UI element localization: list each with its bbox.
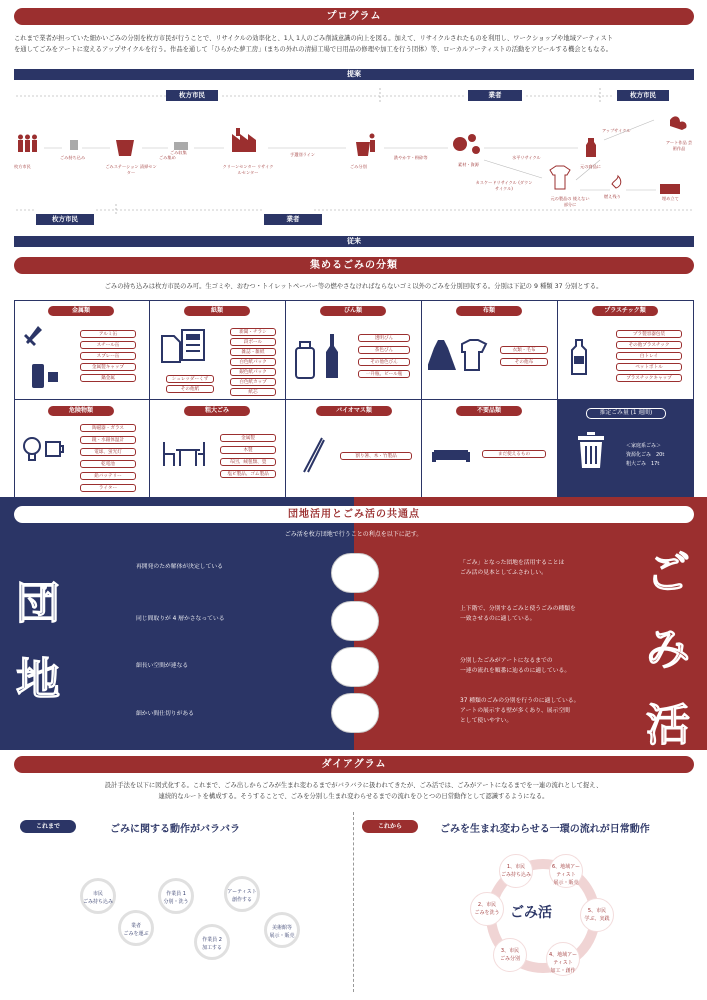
clothes-icon [428,336,488,376]
cycle-step-6 [549,854,583,888]
danchi-big-text: 団地 [16,578,60,705]
chip-bottle-3: 一升瓶、ビール瓶 [358,370,410,378]
node-worker2-act: 加工する [201,945,222,951]
danchi-point-1: 再開発のため解体が決定している [136,564,223,570]
gomikatsu-point-3-l2: 一連の流れを順番に辿るのに適している。 [460,668,571,674]
cycle-step-1-role: 1、市民 [506,864,526,870]
cat-bulky-title: 粗大ごみ [184,406,250,416]
cycle-step-3-role: 3、市民 [500,948,520,954]
stack-layers-icon [331,601,379,641]
node-museum-role: 美術館等 [271,925,292,931]
node-vendor [118,910,154,946]
cycle-center: ごみ活 [510,905,552,921]
node-citizen [80,878,116,914]
before-tag: これまで [20,820,76,833]
gomikatsu-big-text: ごみ活 [646,548,690,751]
flow-label-burn: 燃え残り [604,194,621,199]
cat-biomass-title: バイオマス類 [316,406,392,416]
cycle-step-5-role: 5、市民 [587,908,607,914]
program-text-1: これまで業者が担っていた細かいごみの分別を枚方市民が行うことで、リサイクルの効率化と、1人 1人のごみ削減意識の向上を図る。加えて、リサイクルされたものを利用し、ワークショップや地域アーティスト [14,35,614,42]
flow-label-horizontal: 水平リサイクル [512,155,541,160]
cat-bottle-title: びん類 [320,306,386,316]
cycle-step-2-act: ごみを洗う [474,910,500,916]
flow-label-unused: 元の製品の 使えない部分に [550,196,590,207]
cycle-step-4-act: 加工・創作 [550,968,576,974]
common-sub: ごみ活を枚方団地で行うことの利点を以下に記す。 [284,531,423,538]
cat-unwanted [422,400,558,498]
cycle-step-1-act: ごみ持ち込み [500,872,531,878]
tag-citizen-bottom: 枚方市民 [36,214,94,225]
flow-label-crush: 鉄やかす・粉砕等 [394,155,428,160]
cat-hazard [14,400,150,498]
collect-text: ごみの持ち込みは枚方市民のみ可。生ゴミや、おむつ・トイレットペーパー等の燃やさなければならないゴミ以外のごみを分別回収する。分別は下記の 9 種類 37 分別とする。 [104,283,603,290]
cat-plastic-title: プラスチック類 [592,306,658,316]
chip-hazard-0: 陶磁器・ガラス [80,424,136,432]
chip-bulky-0: 金属製 [220,434,276,442]
flow-label-upcycle: アップサイクル [602,128,631,133]
cycle-step-2 [470,892,504,926]
tag-citizen-top2: 枚方市民 [617,90,669,101]
cycle-step-3 [493,938,527,972]
estimate-sub: ＜家庭系ごみ＞ [626,443,662,449]
estimate-panel [558,400,694,498]
chip-paper-2: 雑誌・雑紙 [230,348,276,356]
chip-bulky-3: 塩ビ製品、ゴム製品 [220,470,276,478]
paper-icon [158,324,210,370]
flow-label-truck: ごみ収集 [170,150,187,155]
gomikatsu-point-2 [460,604,576,624]
chip-plastic-0: プラ製容器包装 [616,330,682,338]
estimate-text [626,442,664,469]
sofa-icon [430,444,472,466]
collect-banner: 集めるごみの分類 [14,257,694,274]
gomikatsu-point-3-l1: 分別したごみがアートになるまでの [460,658,553,664]
cat-cloth [422,300,558,400]
program-text-2: を通してごみをアートに変えるアップサイクルを行う。作品を通して「ひらかた夢工房」(まちの外れの清掃工場で日用品の修理や加工を行う団体）等、ローカルアーティストの活動をアピールする機会ともなる。 [14,46,613,53]
cat-unwanted-title: 不要品類 [456,406,522,416]
node-worker1 [158,878,194,914]
gomikatsu-point-3 [460,656,570,676]
chip-paper-extra-0: シュレッダーくず [166,375,214,383]
gomikatsu-point-4-l2: アートの展示する壁が多くあり、展示空間 [460,708,570,714]
bottle-icon [292,332,348,382]
flow-label-material: 素材・資源 [458,162,479,167]
node-museum-act: 展示・販売 [269,933,295,939]
cycle-step-3-act: ごみ分別 [499,956,520,962]
chip-hazard-2: 電球、蛍光灯 [80,448,136,456]
node-artist-role: アーティスト [227,889,257,895]
diagram-divider [353,812,354,992]
chip-metal-1: スチール缶 [80,341,136,349]
node-artist [224,876,260,912]
demolition-icon [331,553,379,593]
chip-bottle-1: 茶色びん [358,346,410,354]
node-worker2 [194,924,230,960]
chip-metal-3: 金属製キャップ [80,363,136,371]
chip-metal-0: アルミ缶 [80,330,136,338]
chip-bottle-0: 透明びん [358,334,410,342]
node-worker1-act: 分別・洗う [163,899,189,905]
chip-metal-4: 鍋金属 [80,374,136,382]
gomikatsu-point-4-l1: 37 種類のごみの分別を行うのに適している。 [460,698,580,704]
cycle-step-2-role: 2、市民 [477,902,497,908]
cat-paper-title: 紙類 [184,306,250,316]
chip-paper-4: 銀色紙パック [230,368,276,376]
node-citizen-role: 市民 [92,891,103,897]
chip-bottle-2: その他色びん [358,358,410,366]
gomikatsu-point-1-l1: 「ごみ」となった団地を活用することは [460,560,565,566]
tag-citizen-top: 枚方市民 [166,90,218,101]
cat-metal-title: 金属類 [48,306,114,316]
chip-cloth-0: 衣類・毛布 [500,346,548,354]
danchi-point-4: 細かい間仕切りがある [136,711,194,717]
cycle-step-6-role: 6、地域アーティスト [551,864,581,878]
node-worker2-role: 作業員 2 [202,937,222,943]
cat-metal [14,300,150,400]
chip-hazard-1: 鏡・水銀体温計 [80,436,136,444]
flow-label-citizen: 枚方市民 [14,164,31,169]
chip-bulky-2: 布団、絨毯類、畳 [220,458,276,466]
chip-paper-3: 白色紙パック [230,358,276,366]
chip-plastic-4: プラスチックキャップ [616,374,682,382]
flow-label-center: クリーンセンター リサイクルセンター [222,164,274,175]
flow-label-art: アート作品 芸術作品 [665,140,693,151]
node-artist-act: 創作する [231,897,252,903]
node-citizen-act: ごみ持ち込み [83,899,114,905]
chip-paper-1: 段ボール [230,338,276,346]
danchi-point-3: 細長い空間が連なる [136,663,189,669]
cycle-step-4 [546,942,580,976]
trash-can-icon [576,430,606,470]
chip-hazard-4: 鉛バッテリー [80,472,136,480]
diagram-text-1: 設計手法を以下に図式化する。これまで、ごみ出しからごみが生まれ変わるまでがバラバラに扱われてきたが、ごみ活では、ごみがアートになるまでを一連の流れとして捉え、 [104,782,603,789]
chip-plastic-1: その他プラスチック [616,341,682,349]
cycle-step-1 [499,854,533,888]
flow-label-station: ごみステーション 清掃センター [105,164,157,175]
cat-paper [150,300,286,400]
cycle-step-5-act: 学ぶ、実践 [584,916,610,922]
danchi-point-2: 同じ間取りが 4 層かさなっている [136,616,225,622]
flow-label-original: 元の商品に [580,164,601,169]
gomikatsu-point-4 [460,696,579,726]
cycle-step-5 [580,898,614,932]
gomikatsu-point-1-l2: ごみ活の見本としてふさわしい。 [460,570,547,576]
gomikatsu-point-2-l2: 一致させるのに適している。 [460,616,536,622]
estimate-title: 推定ごみ量 (1 週間) [586,408,666,419]
chip-paper-0: 新聞・チラシ [230,328,276,336]
proposal-bar: 提案 [14,69,694,80]
floorplan-icon [331,647,379,687]
chip-paper-5: 白色紙カップ [230,378,276,386]
program-banner: プログラム [14,8,694,25]
flow-label-cascade: カスケードリサイクル (ダウンサイクル) [475,180,533,191]
diagram-text-2: 連続的なルートを構成する。そうすることで、ごみを分別し生まれ変わらせるまでの流れをひとつの日常動作として認識するようになる。 [158,793,549,800]
chip-plastic-3: ペットボトル [616,363,682,371]
chip-unwanted-0: まだ使えるもの [482,450,546,458]
diagram-banner: ダイアグラム [14,756,694,773]
cat-plastic [558,300,694,400]
metal-icon [22,324,62,394]
bulb-battery-icon [20,436,76,466]
node-vendor-role: 業者 [130,923,141,929]
tag-vendor-bottom: 業者 [264,214,322,225]
estimate-line-2: 粗大ごみ 17t [626,461,660,467]
cycle-step-6-act: 展示・販売 [553,880,579,886]
flow-label-landfill: 埋め立て [662,196,679,201]
chip-cloth-1: その他布 [500,358,548,366]
chip-hazard-5: ライター [80,484,136,492]
flow-label-collect: ごみ集め [159,155,176,160]
chip-paper-extra-1: その他紙 [166,385,214,393]
chip-paper-6: 紙芯 [230,388,276,396]
flow-label-line: 手選別ライン [290,152,315,157]
chip-plastic-2: 白トレイ [616,352,682,360]
before-heading: ごみに関する動作がバラバラ [110,824,240,835]
chopsticks-icon [300,434,326,474]
flow-label-sort: ごみ分別 [350,164,367,169]
estimate-line-1: 資源化ごみ 20t [626,452,665,458]
plastic-bottle-icon [570,338,590,378]
after-tag: これから [362,820,418,833]
chip-biomass-0: 割り箸、木・竹製品 [340,452,412,460]
cat-bulky [150,400,286,498]
gomikatsu-point-4-l3: として使いやすい。 [460,718,513,724]
conventional-bar: 従来 [14,236,694,247]
partition-icon [331,693,379,733]
chip-bulky-1: 木製 [220,446,276,454]
gomikatsu-point-1 [460,558,564,578]
table-chair-icon [162,440,206,468]
after-heading: ごみを生まれ変わらせる一環の流れが日常動作 [440,824,650,835]
node-worker1-role: 作業員 1 [166,891,186,897]
common-banner: 団地活用とごみ活の共通点 [14,506,694,523]
cat-cloth-title: 布類 [456,306,522,316]
cat-bottle [286,300,422,400]
flow-label-bring: ごみ持ち込み [60,155,86,160]
chip-metal-2: スプレー缶 [80,352,136,360]
cat-hazard-title: 危険物類 [48,406,114,416]
node-museum [264,912,300,948]
chip-hazard-3: 乾電池 [80,460,136,468]
cat-biomass [286,400,422,498]
gomikatsu-point-2-l1: 上下階で、分別するごみと使うごみの種類を [460,606,576,612]
flow-diagram [14,80,694,240]
tag-vendor-top: 業者 [468,90,522,101]
node-vendor-act: ごみを運ぶ [123,931,149,937]
cycle-step-4-role: 4、地域アーティスト [548,952,578,966]
